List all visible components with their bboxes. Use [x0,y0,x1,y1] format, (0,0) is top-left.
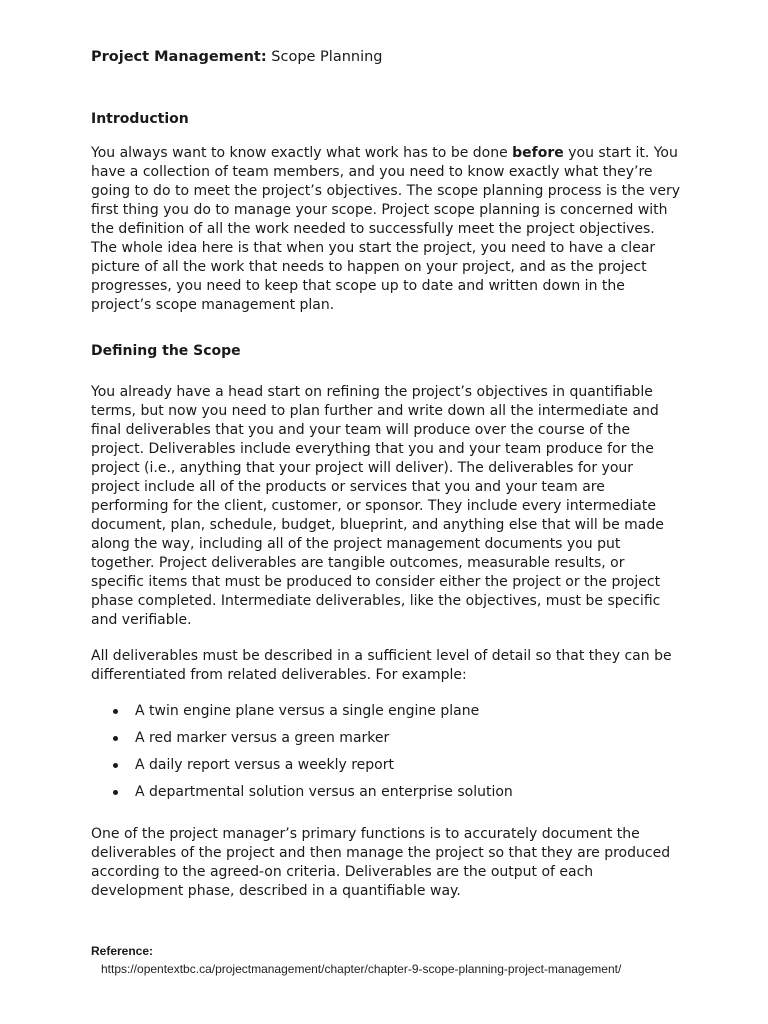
section-heading-introduction: Introduction [91,111,189,127]
deliverables-example-list [91,702,681,810]
intro-text-end: you start it. You have a collection of team members, and you need to know exactly what they’re going to do to meet the project’s objectives. The scope planning process is the very first thing you do to manage your scope. Project scope planning is concerned with the definition of all the work needed to successfully meet the project objectives. The whole idea here is that when you start the project, you need to have a clear picture of all the work that needs to happen on your project, and as the project progresses, you need to keep that scope up to date and written down in the project’s scope management plan. [91,145,681,313]
bullet-icon [113,790,118,795]
bullet-icon [113,709,118,714]
list-item [91,702,681,729]
list-item-text: A daily report versus a weekly report [135,757,394,773]
title-subject: Scope Planning [266,49,383,65]
title-prefix: Project Management: [91,49,267,65]
list-item-text: A departmental solution versus an enterprise solution [135,784,513,800]
closing-paragraph: One of the project manager’s primary functions is to accurately document the deliverables of the project and then manage the project so that they are produced according to the agreed-on criteria. Deliverables are the output of each development phase, described in a quantifiable way. [91,826,671,899]
intro-text-start: You always want to know exactly what work has to be done [91,145,513,161]
list-item [91,756,681,783]
list-item-text: A twin engine plane versus a single engine plane [135,703,480,719]
bullet-icon [113,736,118,741]
section-heading-defining-scope: Defining the Scope [91,343,241,359]
document-title [91,46,383,68]
intro-emphasis: before [512,145,564,161]
reference-label: Reference: [91,944,154,958]
reference-link[interactable]: https://opentextbc.ca/projectmanagement/chapter/chapter-9-scope-planning-project-management/ [101,962,622,976]
list-item [91,783,681,810]
defining-scope-paragraph: You already have a head start on refining the project’s objectives in quantifiable terms, but now you need to plan further and write down all the intermediate and final deliverables that you and your team will produce over the course of the project. Deliverables include everything that you and your team produce for the project (i.e., anything that your project will deliver). The deliverables for your project include all of the products or services that you and your team are performing for the client, customer, or sponsor. They include every intermediate document, plan, schedule, budget, blueprint, and anything else that will be made along the way, including all of the project management documents you put together. Project deliverables are tangible outcomes, measurable results, or specific items that must be produced to consider either the project or the project phase completed. Intermediate deliverables, like the objectives, must be specific and verifiable. [91,384,664,628]
bullet-icon [113,763,118,768]
list-item-text: A red marker versus a green marker [135,730,390,746]
deliverables-detail-paragraph: All deliverables must be described in a sufficient level of detail so that they can be differentiated from related deliverables. For example: [91,648,672,683]
list-item [91,729,681,756]
introduction-paragraph [91,144,681,315]
